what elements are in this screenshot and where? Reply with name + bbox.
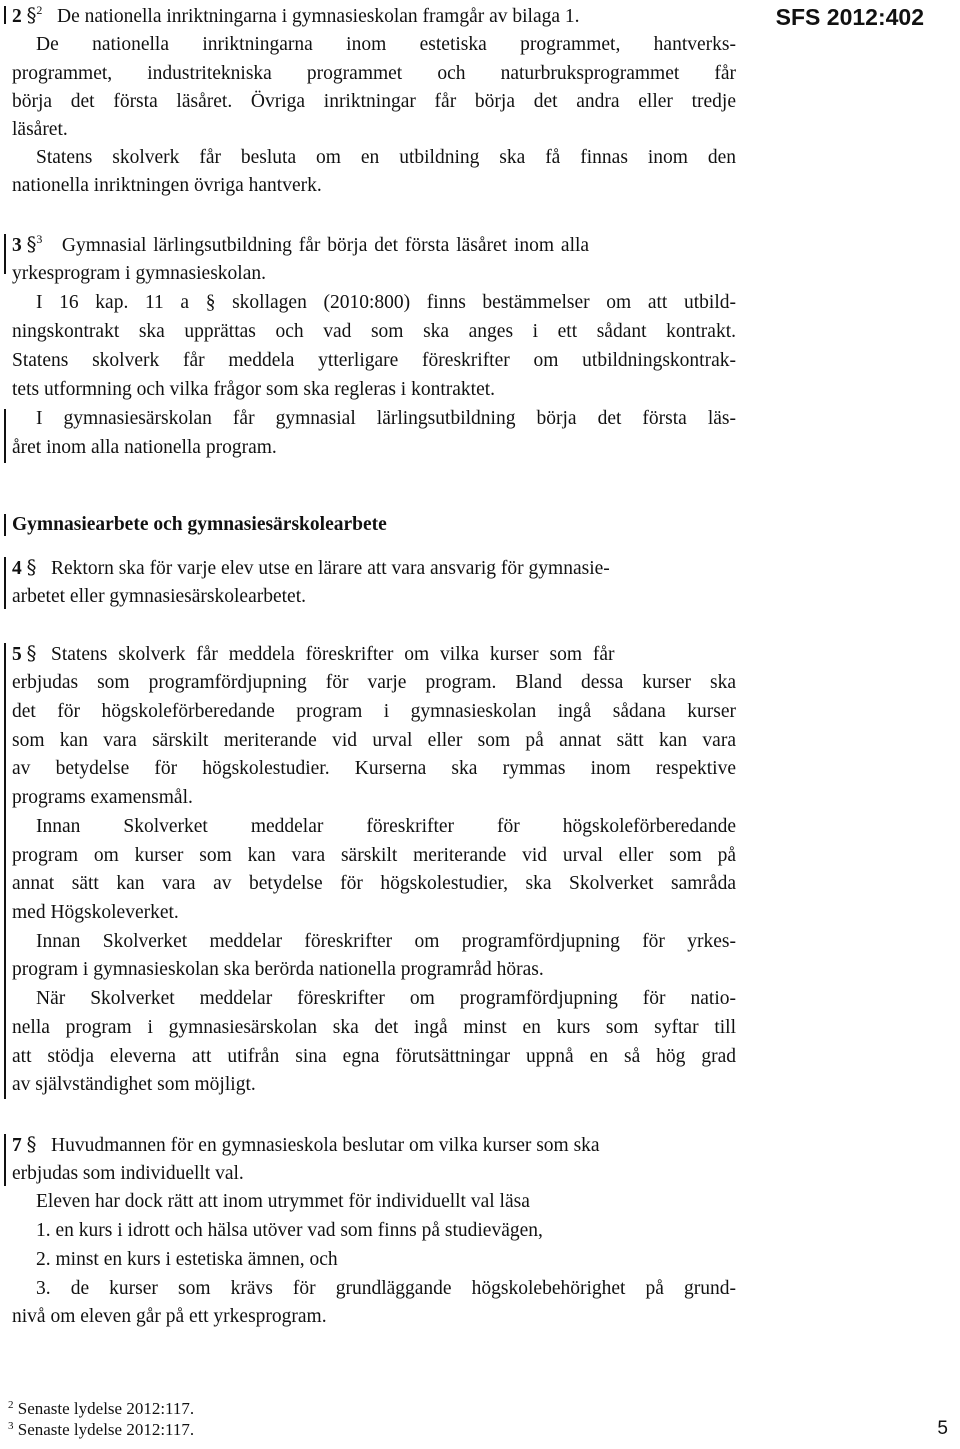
section-5-line: nella program i gymnasiesärskolan ska det ingå minst en kurs som syftar till bbox=[12, 1017, 736, 1038]
list-item: nivå om eleven går på ett yrkesprogram. bbox=[12, 1306, 327, 1327]
section-2-line: Statens skolverk får besluta om en utbildning ska få finnas inom den bbox=[36, 147, 736, 168]
footnote-text: Senaste lydelse 2012:117. bbox=[17, 1399, 195, 1418]
section-symbol: § bbox=[26, 1133, 37, 1156]
sfs-number: SFS 2012:402 bbox=[775, 4, 924, 30]
section-4-line: arbetet eller gymnasiesärskolearbetet. bbox=[12, 586, 306, 607]
section-text: Gymnasial lärlingsutbildning får börja det första läsåret inom alla bbox=[61, 235, 590, 256]
change-bar bbox=[4, 234, 6, 274]
section-3-line: I gymnasiesärskolan får gymnasial lärlingsutbildning börja det första läs- bbox=[36, 408, 736, 429]
section-5-line: annat sätt kan vara av betydelse för högskolestudier, ska Skolverket samråda bbox=[12, 873, 736, 894]
section-3-line: ningskontrakt ska upprättas och vad som ska anges i ett sådant kontrakt. bbox=[12, 321, 736, 342]
section-2-line: börja det första läsåret. Övriga inriktningar får börja det andra eller tredje bbox=[12, 91, 736, 112]
section-2-line: programmet, industritekniska programmet och naturbruksprogrammet får bbox=[12, 63, 736, 84]
section-number: 7 bbox=[12, 1135, 22, 1156]
section-5-line bbox=[12, 642, 736, 667]
section-3-line: tets utformning och vilka frågor som ska regleras i kontraktet. bbox=[12, 379, 496, 400]
section-symbol: § bbox=[26, 4, 37, 27]
footnote-number: 3 bbox=[8, 1420, 14, 1432]
section-7-line: erbjudas som individuellt val. bbox=[12, 1163, 244, 1184]
section-5-line: När Skolverket meddelar föreskrifter om programfördjupning för natio- bbox=[36, 988, 736, 1009]
section-5-line: som kan vara särskilt meriterande vid urval eller som på annat sätt kan vara bbox=[12, 730, 736, 751]
section-5-line: med Högskoleverket. bbox=[12, 902, 179, 923]
change-bar bbox=[4, 409, 6, 463]
section-5-line: att stödja eleverna att utifrån sina egna förutsättningar uppnå en så hög grad bbox=[12, 1046, 736, 1067]
footnote-ref: 2 bbox=[36, 3, 43, 17]
section-5-line: programs examensmål. bbox=[12, 787, 193, 808]
footnote-text: Senaste lydelse 2012:117. bbox=[17, 1420, 195, 1439]
section-3-line: året inom alla nationella program. bbox=[12, 437, 277, 458]
section-number: 3 bbox=[12, 235, 22, 256]
page-number: 5 bbox=[937, 1418, 948, 1439]
section-text: De nationella inriktningarna i gymnasieskolan framgår av bilaga 1. bbox=[57, 6, 580, 27]
section-3-line bbox=[12, 233, 736, 258]
section-heading: Gymnasiearbete och gymnasiesärskolearbete bbox=[12, 514, 387, 535]
section-5-line: program om kurser som kan vara särskilt meriterande vid urval eller som på bbox=[12, 845, 736, 866]
section-7-line bbox=[12, 1133, 736, 1158]
section-number: 2 bbox=[12, 6, 22, 27]
change-bar bbox=[4, 643, 6, 1099]
section-5-line: det för högskoleförberedande program i gymnasieskolan ingå sådana kurser bbox=[12, 701, 736, 722]
change-bar bbox=[4, 557, 6, 609]
section-symbol: § bbox=[26, 642, 37, 665]
section-5-line: Innan Skolverket meddelar föreskrifter för högskoleförberedande bbox=[36, 816, 736, 837]
section-5-line: Innan Skolverket meddelar föreskrifter om programfördjupning för yrkes- bbox=[36, 931, 736, 952]
list-item: 3. de kurser som krävs för grundläggande högskolebehörighet på grund- bbox=[36, 1278, 736, 1299]
change-bar bbox=[4, 6, 6, 24]
footnote bbox=[8, 1420, 194, 1440]
footnote-ref: 3 bbox=[36, 232, 43, 246]
section-number: 5 bbox=[12, 644, 22, 665]
section-number: 4 bbox=[12, 558, 22, 579]
section-2-line: De nationella inriktningarna inom estetiska programmet, hantverks- bbox=[36, 34, 736, 55]
section-5-line: av självständighet som möjligt. bbox=[12, 1074, 256, 1095]
section-3-line: Statens skolverk får meddela ytterligare föreskrifter om utbildningskontrak- bbox=[12, 350, 736, 371]
section-5-line: av betydelse för högskolestudier. Kurserna ska rymmas inom respektive bbox=[12, 758, 736, 779]
section-5-line: program i gymnasieskolan ska berörda nationella programråd höras. bbox=[12, 959, 544, 980]
section-3-line: I 16 kap. 11 a § skollagen (2010:800) finns bestämmelser om att utbild- bbox=[36, 292, 736, 313]
footnote bbox=[8, 1399, 194, 1419]
section-5-line: erbjudas som programfördjupning för varje program. Bland dessa kurser ska bbox=[12, 672, 736, 693]
list-item: 1. en kurs i idrott och hälsa utöver vad som finns på studievägen, bbox=[36, 1220, 543, 1241]
section-4-line bbox=[12, 556, 736, 581]
section-3-line: yrkesprogram i gymnasieskolan. bbox=[12, 263, 266, 284]
section-symbol: § bbox=[26, 233, 37, 256]
section-2-line: nationella inriktningen övriga hantverk. bbox=[12, 175, 322, 196]
section-text: Statens skolverk får meddela föreskrifter om vilka kurser som får bbox=[51, 644, 615, 665]
list-item: 2. minst en kurs i estetiska ämnen, och bbox=[36, 1249, 338, 1270]
footnote-number: 2 bbox=[8, 1399, 14, 1411]
section-7-line: Eleven har dock rätt att inom utrymmet för individuellt val läsa bbox=[36, 1191, 530, 1212]
section-text: Rektorn ska för varje elev utse en lärare att vara ansvarig för gymnasie- bbox=[51, 558, 610, 579]
change-bar bbox=[4, 1134, 6, 1186]
section-text: Huvudmannen för en gymnasieskola beslutar om vilka kurser som ska bbox=[51, 1135, 600, 1156]
section-2-line: läsåret. bbox=[12, 119, 68, 140]
change-bar bbox=[4, 514, 6, 536]
section-symbol: § bbox=[26, 556, 37, 579]
section-2-line bbox=[12, 4, 736, 29]
